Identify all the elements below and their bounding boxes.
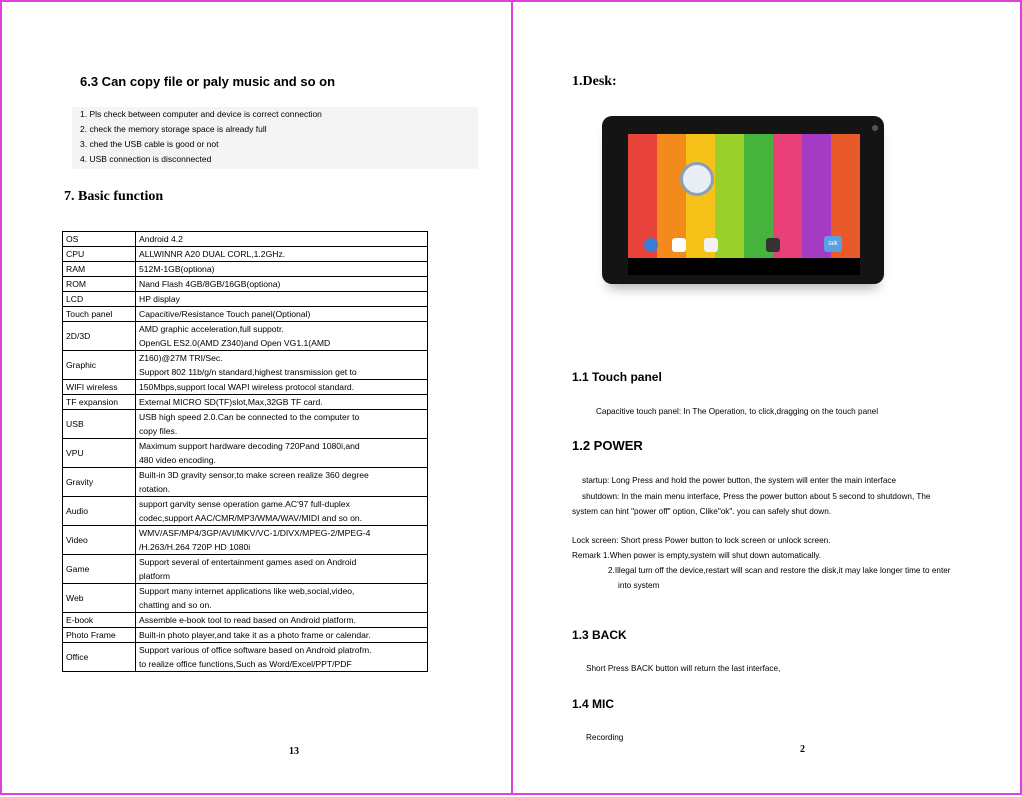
spec-key: E-book: [63, 613, 136, 628]
remark-2-text: 2.Illegal turn off the device,restart will scan and restore the disk,it may lake longer time to enter: [608, 566, 951, 575]
spec-key: USB: [63, 410, 136, 439]
spec-value-line: support garvity sense operation game.AC'97 full-duplex: [139, 499, 350, 509]
spec-key: Photo Frame: [63, 628, 136, 643]
step-item: 2. check the memory storage space is already full: [80, 124, 267, 134]
spec-row: [63, 262, 428, 277]
spec-value: [136, 468, 428, 497]
shutdown-text-2: system can hint "power off" option, Clike"ok". you can safely shut down.: [572, 507, 832, 516]
spec-value-line: 150Mbps,support local WAPI wireless protocol standard.: [139, 382, 355, 392]
spec-value: [136, 497, 428, 526]
spec-value: [136, 247, 428, 262]
spec-value-line: chatting and so on.: [139, 600, 212, 610]
camera-app-icon: [766, 238, 780, 252]
spec-value-line: HP display: [139, 294, 180, 304]
spec-value-line: Z160)@27M TRI/Sec.: [139, 353, 223, 363]
desk-title: 1.Desk:: [572, 74, 617, 89]
spec-row: [63, 468, 428, 497]
spec-key: WIFI wireless: [63, 380, 136, 395]
spec-row: [63, 232, 428, 247]
spec-row: [63, 613, 428, 628]
spec-value: [136, 232, 428, 247]
spec-value-line: Nand Flash 4GB/8GB/16GB(optiona): [139, 279, 281, 289]
spec-value-line: Assemble e-book tool to read based on Android platform.: [139, 615, 356, 625]
spec-row: [63, 628, 428, 643]
section-heading-6-3: 6.3 Can copy file or paly music and so on: [80, 74, 336, 89]
spec-row: [63, 247, 428, 262]
section-title-basic-function: 7. Basic function: [64, 189, 164, 204]
step-item: 3. ched the USB cable is good or not: [80, 139, 219, 149]
spec-key: Game: [63, 555, 136, 584]
spec-value: [136, 643, 428, 672]
spec-value-line: 480 video encoding.: [139, 455, 216, 465]
spec-value-line: ALLWINNR A20 DUAL CORL,1.2GHz.: [139, 249, 286, 259]
navigation-bar: [628, 258, 860, 275]
spec-row: [63, 292, 428, 307]
back-text: Short Press BACK button will return the last interface,: [586, 664, 781, 673]
remark-3-text: into system: [618, 581, 660, 590]
spec-table: [62, 231, 428, 672]
lock-screen-text: Lock screen: Short press Power button to lock screen or unlock screen.: [572, 536, 831, 545]
spec-row: [63, 351, 428, 380]
spec-value: [136, 584, 428, 613]
spec-value: [136, 526, 428, 555]
spec-value: [136, 351, 428, 380]
left-page: [0, 0, 512, 795]
spec-value-line: USB high speed 2.0.Can be connected to the computer to: [139, 412, 360, 422]
spec-value: [136, 262, 428, 277]
spec-key: Graphic: [63, 351, 136, 380]
spec-value-line: Capacitive/Resistance Touch panel(Optional): [139, 309, 311, 319]
spec-key: Gravity: [63, 468, 136, 497]
spec-key: CPU: [63, 247, 136, 262]
browser-icon: [644, 238, 658, 252]
spec-value-line: /H.263/H.264 720P HD 1080i: [139, 542, 251, 552]
spec-value: [136, 380, 428, 395]
wallpaper-stripe: [715, 134, 744, 258]
spec-row: [63, 497, 428, 526]
spec-value-line: Support several of entertainment games ased on Android: [139, 557, 357, 567]
spec-value-line: Maximum support hardware decoding 720Pand 1080i,and: [139, 441, 360, 451]
spec-row: [63, 584, 428, 613]
spec-value-line: Support 802 11b/g/n standard,highest transmission get to: [139, 367, 357, 377]
spec-row: [63, 439, 428, 468]
spec-value-line: to realize office functions,Such as Word/Excel/PPT/PDF: [139, 659, 352, 669]
spec-value: [136, 410, 428, 439]
spec-value-line: Support many internet applications like web,social,video,: [139, 586, 355, 596]
spec-key: 2D/3D: [63, 322, 136, 351]
spec-value-line: Android 4.2: [139, 234, 183, 244]
remark-1-text: Remark 1.When power is empty,system will shut down automatically.: [572, 551, 822, 560]
spec-row: [63, 395, 428, 410]
spec-key: Video: [63, 526, 136, 555]
gmail-icon: [672, 238, 686, 252]
spec-key: Touch panel: [63, 307, 136, 322]
power-heading: 1.2 POWER: [572, 438, 643, 453]
spec-key: Audio: [63, 497, 136, 526]
mic-text: Recording: [586, 733, 624, 742]
spec-value-line: Support various of office software based on Android platrofm.: [139, 645, 372, 655]
spec-value: [136, 628, 428, 643]
spec-value-line: platform: [139, 571, 171, 581]
spec-value: [136, 613, 428, 628]
mic-heading: 1.4 MIC: [572, 697, 615, 711]
touch-panel-text: Capacitive touch panel: In The Operation, to click,dragging on the touch panel: [596, 407, 879, 416]
tablet-screen: [628, 134, 860, 275]
spec-row: [63, 555, 428, 584]
spec-row: [63, 643, 428, 672]
step-item: 4. USB connection is disconnected: [80, 154, 212, 164]
spec-row: [63, 307, 428, 322]
spec-key: VPU: [63, 439, 136, 468]
back-heading: 1.3 BACK: [572, 628, 627, 642]
spec-key: LCD: [63, 292, 136, 307]
spec-value-line: 512M-1GB(optiona): [139, 264, 215, 274]
touch-panel-heading: 1.1 Touch panel: [572, 370, 662, 384]
step-item: 1. Pls check between computer and device is correct connection: [80, 109, 322, 119]
spec-row: [63, 322, 428, 351]
play-store-icon: [704, 238, 718, 252]
spec-key: Web: [63, 584, 136, 613]
spec-row: [63, 380, 428, 395]
spec-value: [136, 322, 428, 351]
spec-value: [136, 555, 428, 584]
spec-value-line: rotation.: [139, 484, 171, 494]
spec-value-line: External MICRO SD(TF)slot,Max,32GB TF card.: [139, 397, 323, 407]
spec-value: [136, 292, 428, 307]
startup-text: startup: Long Press and hold the power button, the system will enter the main interface: [582, 476, 897, 485]
spec-key: Office: [63, 643, 136, 672]
spec-key: ROM: [63, 277, 136, 292]
spec-value-line: Built-in photo player,and take it as a photo frame or calendar.: [139, 630, 371, 640]
page-number-right: 2: [800, 744, 805, 755]
tablet-photo: [602, 116, 884, 284]
troubleshooting-steps: [72, 107, 478, 169]
spec-value-line: OpenGL ES2.0(AMD Z340)and Open VG1.1(AMD: [139, 338, 331, 348]
spec-value-line: WMV/ASF/MP4/3GP/AVI/MKV/VC-1/DIVX/MPEG-2/MPEG-4: [139, 528, 371, 538]
spec-value-line: codec,support AAC/CMR/MP3/WMA/WAV/MIDI and so on.: [139, 513, 363, 523]
clock-widget-icon: [680, 162, 714, 196]
spec-value: [136, 307, 428, 322]
spec-value-line: copy files.: [139, 426, 178, 436]
talk-app-icon: talk: [824, 236, 842, 252]
page-number-left: 13: [289, 746, 299, 757]
camera-icon: [872, 125, 878, 131]
spec-key: RAM: [63, 262, 136, 277]
spec-value: [136, 277, 428, 292]
spec-value: [136, 439, 428, 468]
spec-value-line: AMD graphic acceleration,full suppotr.: [139, 324, 284, 334]
spec-key: OS: [63, 232, 136, 247]
spec-row: [63, 277, 428, 292]
spec-value-line: Built-in 3D gravity sensor,to make screen realize 360 degree: [139, 470, 369, 480]
spec-row: [63, 410, 428, 439]
spec-key: TF expansion: [63, 395, 136, 410]
shutdown-text-1: shutdown: In the main menu interface, Press the power button about 5 second to shutdown, The: [582, 492, 931, 501]
spec-value: [136, 395, 428, 410]
spec-row: [63, 526, 428, 555]
